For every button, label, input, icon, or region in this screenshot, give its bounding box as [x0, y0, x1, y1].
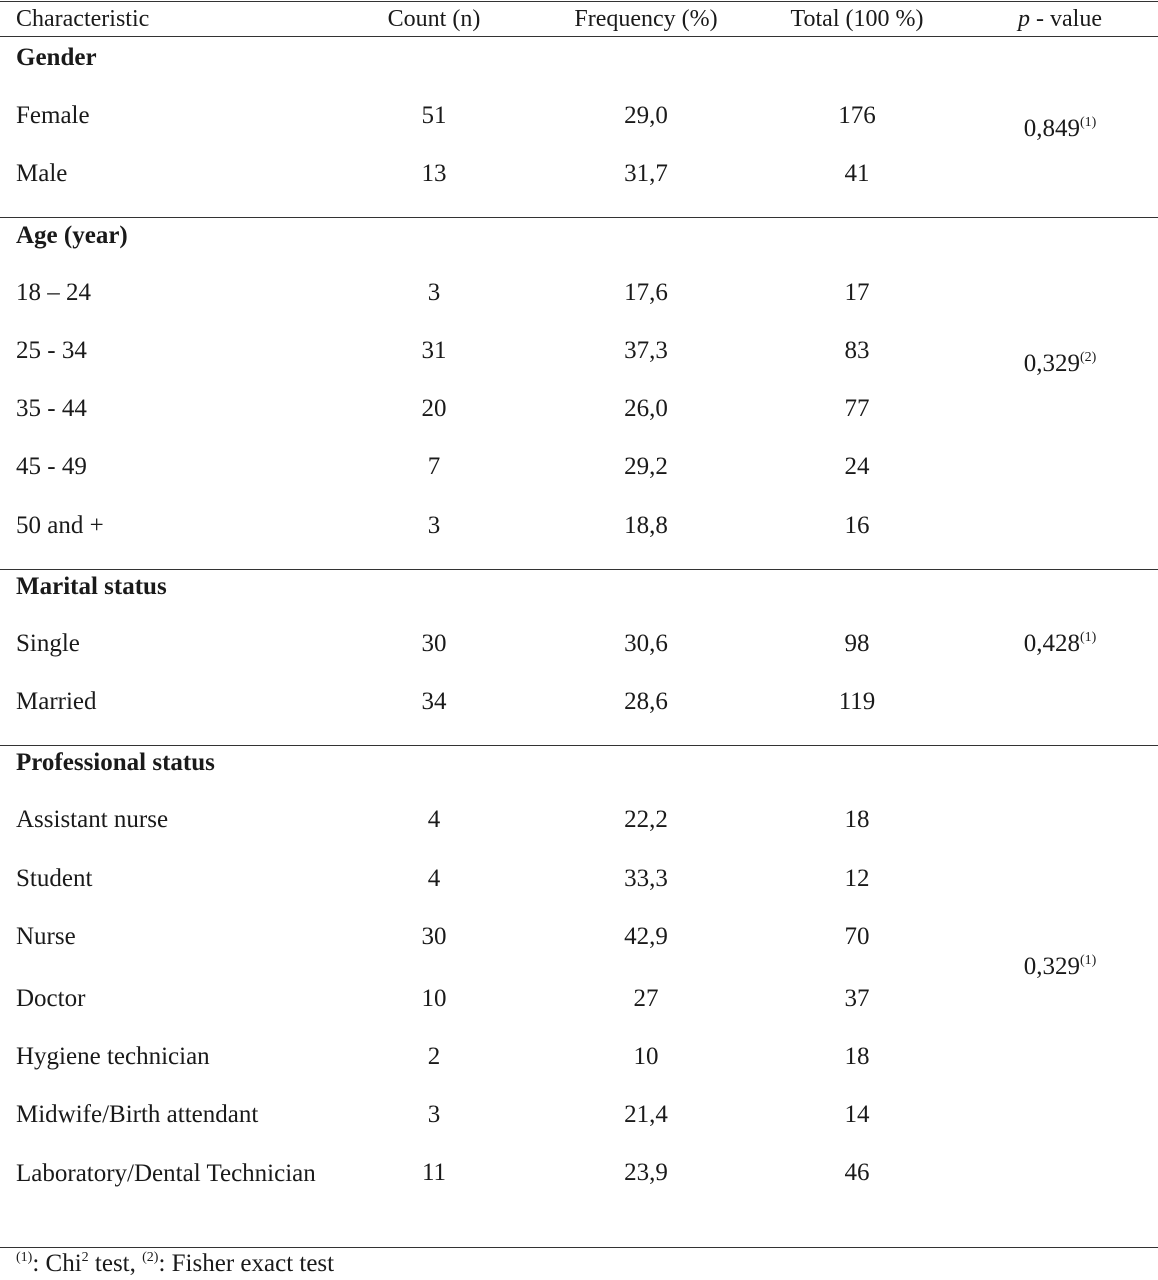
- row-count: 2: [427, 1043, 441, 1070]
- row-count: 3: [427, 512, 441, 539]
- row-count: 20: [421, 395, 447, 422]
- top-rule: [0, 1, 1158, 2]
- row-label: 35 - 44: [16, 395, 87, 422]
- row-count: 7: [427, 453, 441, 480]
- row-frequency: 42,9: [624, 923, 668, 950]
- section-title-gender: Gender: [16, 44, 97, 71]
- row-frequency: 26,0: [624, 395, 668, 422]
- section-title-age: Age (year): [16, 222, 128, 249]
- section-title-marital: Marital status: [16, 573, 167, 600]
- p-italic: p: [1018, 6, 1031, 32]
- row-count: 3: [427, 279, 441, 306]
- row-count: 4: [427, 806, 441, 833]
- row-label: Female: [16, 102, 90, 129]
- row-frequency: 37,3: [624, 337, 668, 364]
- table-footnote: $^{(1)}$: Chi$^2$ test, $^{(2)}$: Fisher exact test: [16, 1250, 335, 1277]
- p-rest: - value: [1030, 6, 1102, 32]
- row-label: 25 - 34: [16, 337, 87, 364]
- p-value-marital: 0,428$^{(1)}$: [1023, 630, 1097, 657]
- header-count: Count (n): [387, 6, 481, 32]
- row-count: 3: [427, 1101, 441, 1128]
- row-count: 11: [421, 1159, 447, 1186]
- row-total: 12: [844, 865, 870, 892]
- p-value-gender: 0,849$^{(1)}$: [1023, 115, 1097, 142]
- row-total: 176: [838, 102, 876, 129]
- row-frequency: 10: [633, 1043, 659, 1070]
- row-frequency: 30,6: [624, 630, 668, 657]
- p-value-age: 0,329$^{(2)}$: [1023, 350, 1097, 377]
- row-label: Single: [16, 630, 80, 657]
- row-label: Nurse: [16, 923, 76, 950]
- row-frequency: 21,4: [624, 1101, 668, 1128]
- row-total: 14: [844, 1101, 870, 1128]
- row-total: 77: [844, 395, 870, 422]
- section-rule: [0, 745, 1158, 746]
- row-total: 83: [844, 337, 870, 364]
- row-total: 16: [844, 512, 870, 539]
- row-total: 18: [844, 1043, 870, 1070]
- row-label: 45 - 49: [16, 453, 87, 480]
- row-label: Student: [16, 865, 93, 892]
- row-frequency: 28,6: [624, 688, 668, 715]
- header-frequency: Frequency (%): [574, 6, 718, 32]
- row-frequency: 17,6: [624, 279, 668, 306]
- row-frequency: 23,9: [624, 1159, 668, 1186]
- row-total: 18: [844, 806, 870, 833]
- row-total: 98: [844, 630, 870, 657]
- row-total: 70: [844, 923, 870, 950]
- row-label: Midwife/Birth attendant: [16, 1101, 259, 1128]
- section-rule: [0, 217, 1158, 218]
- row-count: 10: [421, 985, 447, 1012]
- row-label: Hygiene technician: [16, 1043, 210, 1070]
- row-frequency: 18,8: [624, 512, 668, 539]
- bottom-rule: [0, 1247, 1158, 1248]
- row-frequency: 33,3: [624, 865, 668, 892]
- row-label: Assistant nurse: [16, 806, 169, 833]
- row-label: Married: [16, 688, 97, 715]
- row-frequency: 29,2: [624, 453, 668, 480]
- header-characteristic: Characteristic: [16, 6, 150, 32]
- row-total: 24: [844, 453, 870, 480]
- header-p-value: [990, 4, 1130, 34]
- header-rule: [0, 36, 1158, 37]
- row-frequency: 29,0: [624, 102, 668, 129]
- row-count: 34: [421, 688, 447, 715]
- row-count: 31: [421, 337, 447, 364]
- row-frequency: 31,7: [624, 160, 668, 187]
- p-value-professional: 0,329$^{(1)}$: [1023, 953, 1097, 980]
- row-count: 13: [421, 160, 447, 187]
- row-count: 4: [427, 865, 441, 892]
- row-label: 50 and +: [16, 512, 104, 539]
- row-label: 18 – 24: [16, 279, 91, 306]
- row-total: 46: [844, 1159, 870, 1186]
- header-total: Total (100 %): [790, 6, 924, 32]
- row-count: 51: [421, 102, 447, 129]
- row-count: 30: [421, 923, 447, 950]
- row-frequency: 27: [633, 985, 659, 1012]
- row-total: 37: [844, 985, 870, 1012]
- row-label: Laboratory/Dental Technician: [16, 1160, 316, 1187]
- section-title-professional: Professional status: [16, 749, 215, 776]
- row-total: 41: [844, 160, 870, 187]
- row-count: 30: [421, 630, 447, 657]
- row-label: Male: [16, 160, 68, 187]
- row-total: 17: [844, 279, 870, 306]
- row-total: 119: [838, 688, 876, 715]
- row-frequency: 22,2: [624, 806, 668, 833]
- section-rule: [0, 569, 1158, 570]
- row-label: Doctor: [16, 985, 86, 1012]
